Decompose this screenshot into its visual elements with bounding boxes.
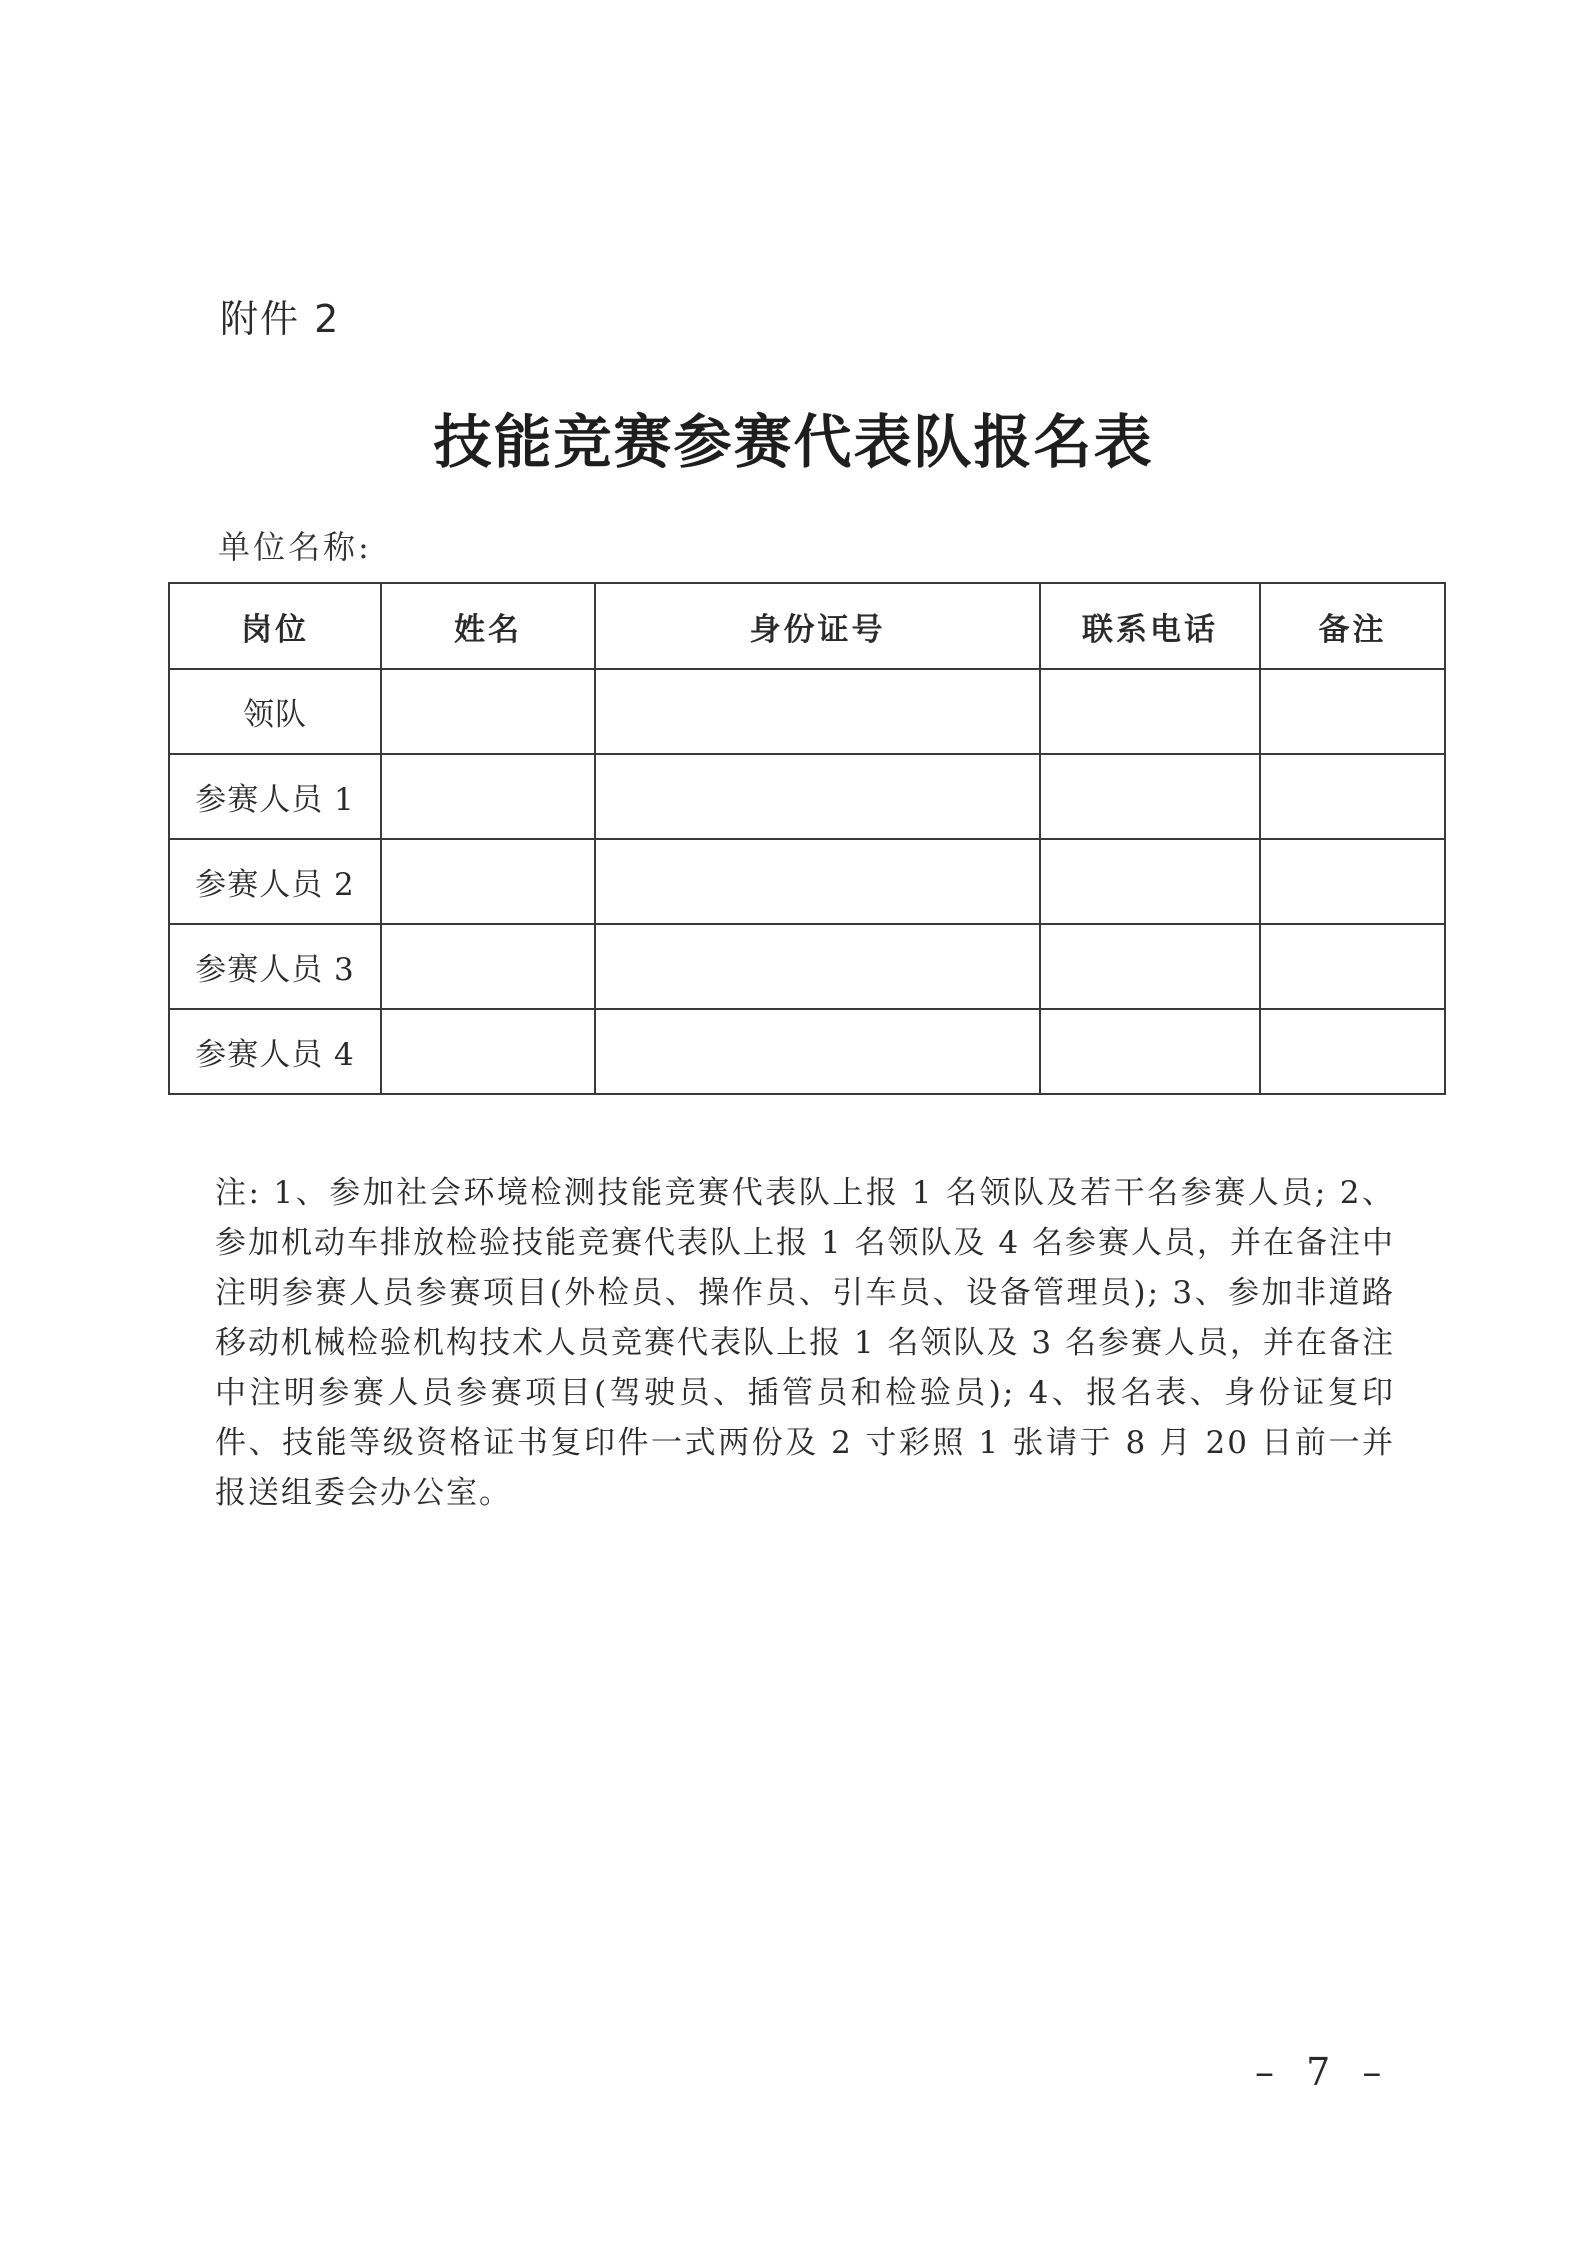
cell-name [381,839,595,924]
header-phone: 联系电话 [1040,583,1260,669]
cell-remarks [1260,839,1445,924]
cell-name [381,669,595,754]
cell-id-number [595,924,1040,1009]
cell-id-number [595,754,1040,839]
cell-phone [1040,924,1260,1009]
cell-position: 参赛人员 1 [169,754,381,839]
table-row [169,924,1445,1009]
cell-id-number [595,839,1040,924]
form-title: 技能竞赛参赛代表队报名表 [433,408,1154,476]
table-row [169,669,1445,754]
table-row [169,754,1445,839]
cell-phone [1040,669,1260,754]
table-row [169,1009,1445,1094]
cell-remarks [1260,924,1445,1009]
cell-position: 领队 [169,669,381,754]
header-remarks: 备注 [1260,583,1445,669]
header-id-number: 身份证号 [595,583,1040,669]
cell-position: 参赛人员 4 [169,1009,381,1094]
table-row [169,839,1445,924]
cell-id-number [595,669,1040,754]
notes-paragraph: 注: 1、参加社会环境检测技能竞赛代表队上报 1 名领队及若干名参赛人员; 2、参加机动车排放检验技能竞赛代表队上报 1 名领队及 4 名参赛人员，并在备注中注明参赛人员参赛项目(外检员、操作员、引车员、设备管理员); 3、参加非道路移动机械检验机构技术人员竞赛代表队上报 1 名领队及 3 名参赛人员，并在备注中注明参赛人员参赛项目(驾驶员、插管员和检验员); 4、报名表、身份证复印件、技能等级资格证书复印件一式两份及 2 寸彩照 1 张请于 8 月 20 日前一并报送组委会办公室。 [215,1175,1395,1511]
attachment-label: 附件 2 [220,297,341,341]
cell-name [381,1009,595,1094]
cell-name [381,924,595,1009]
header-position: 岗位 [169,583,381,669]
cell-phone [1040,754,1260,839]
cell-id-number [595,1009,1040,1094]
cell-remarks [1260,1009,1445,1094]
cell-position: 参赛人员 2 [169,839,381,924]
page-number: – 7 – [1255,2050,1392,2094]
cell-remarks [1260,669,1445,754]
cell-position: 参赛人员 3 [169,924,381,1009]
cell-remarks [1260,754,1445,839]
cell-name [381,754,595,839]
header-name: 姓名 [381,583,595,669]
cell-phone [1040,839,1260,924]
table-header-row [169,583,1445,669]
registration-table [168,582,1446,1095]
cell-phone [1040,1009,1260,1094]
unit-name-label: 单位名称: [218,528,372,566]
